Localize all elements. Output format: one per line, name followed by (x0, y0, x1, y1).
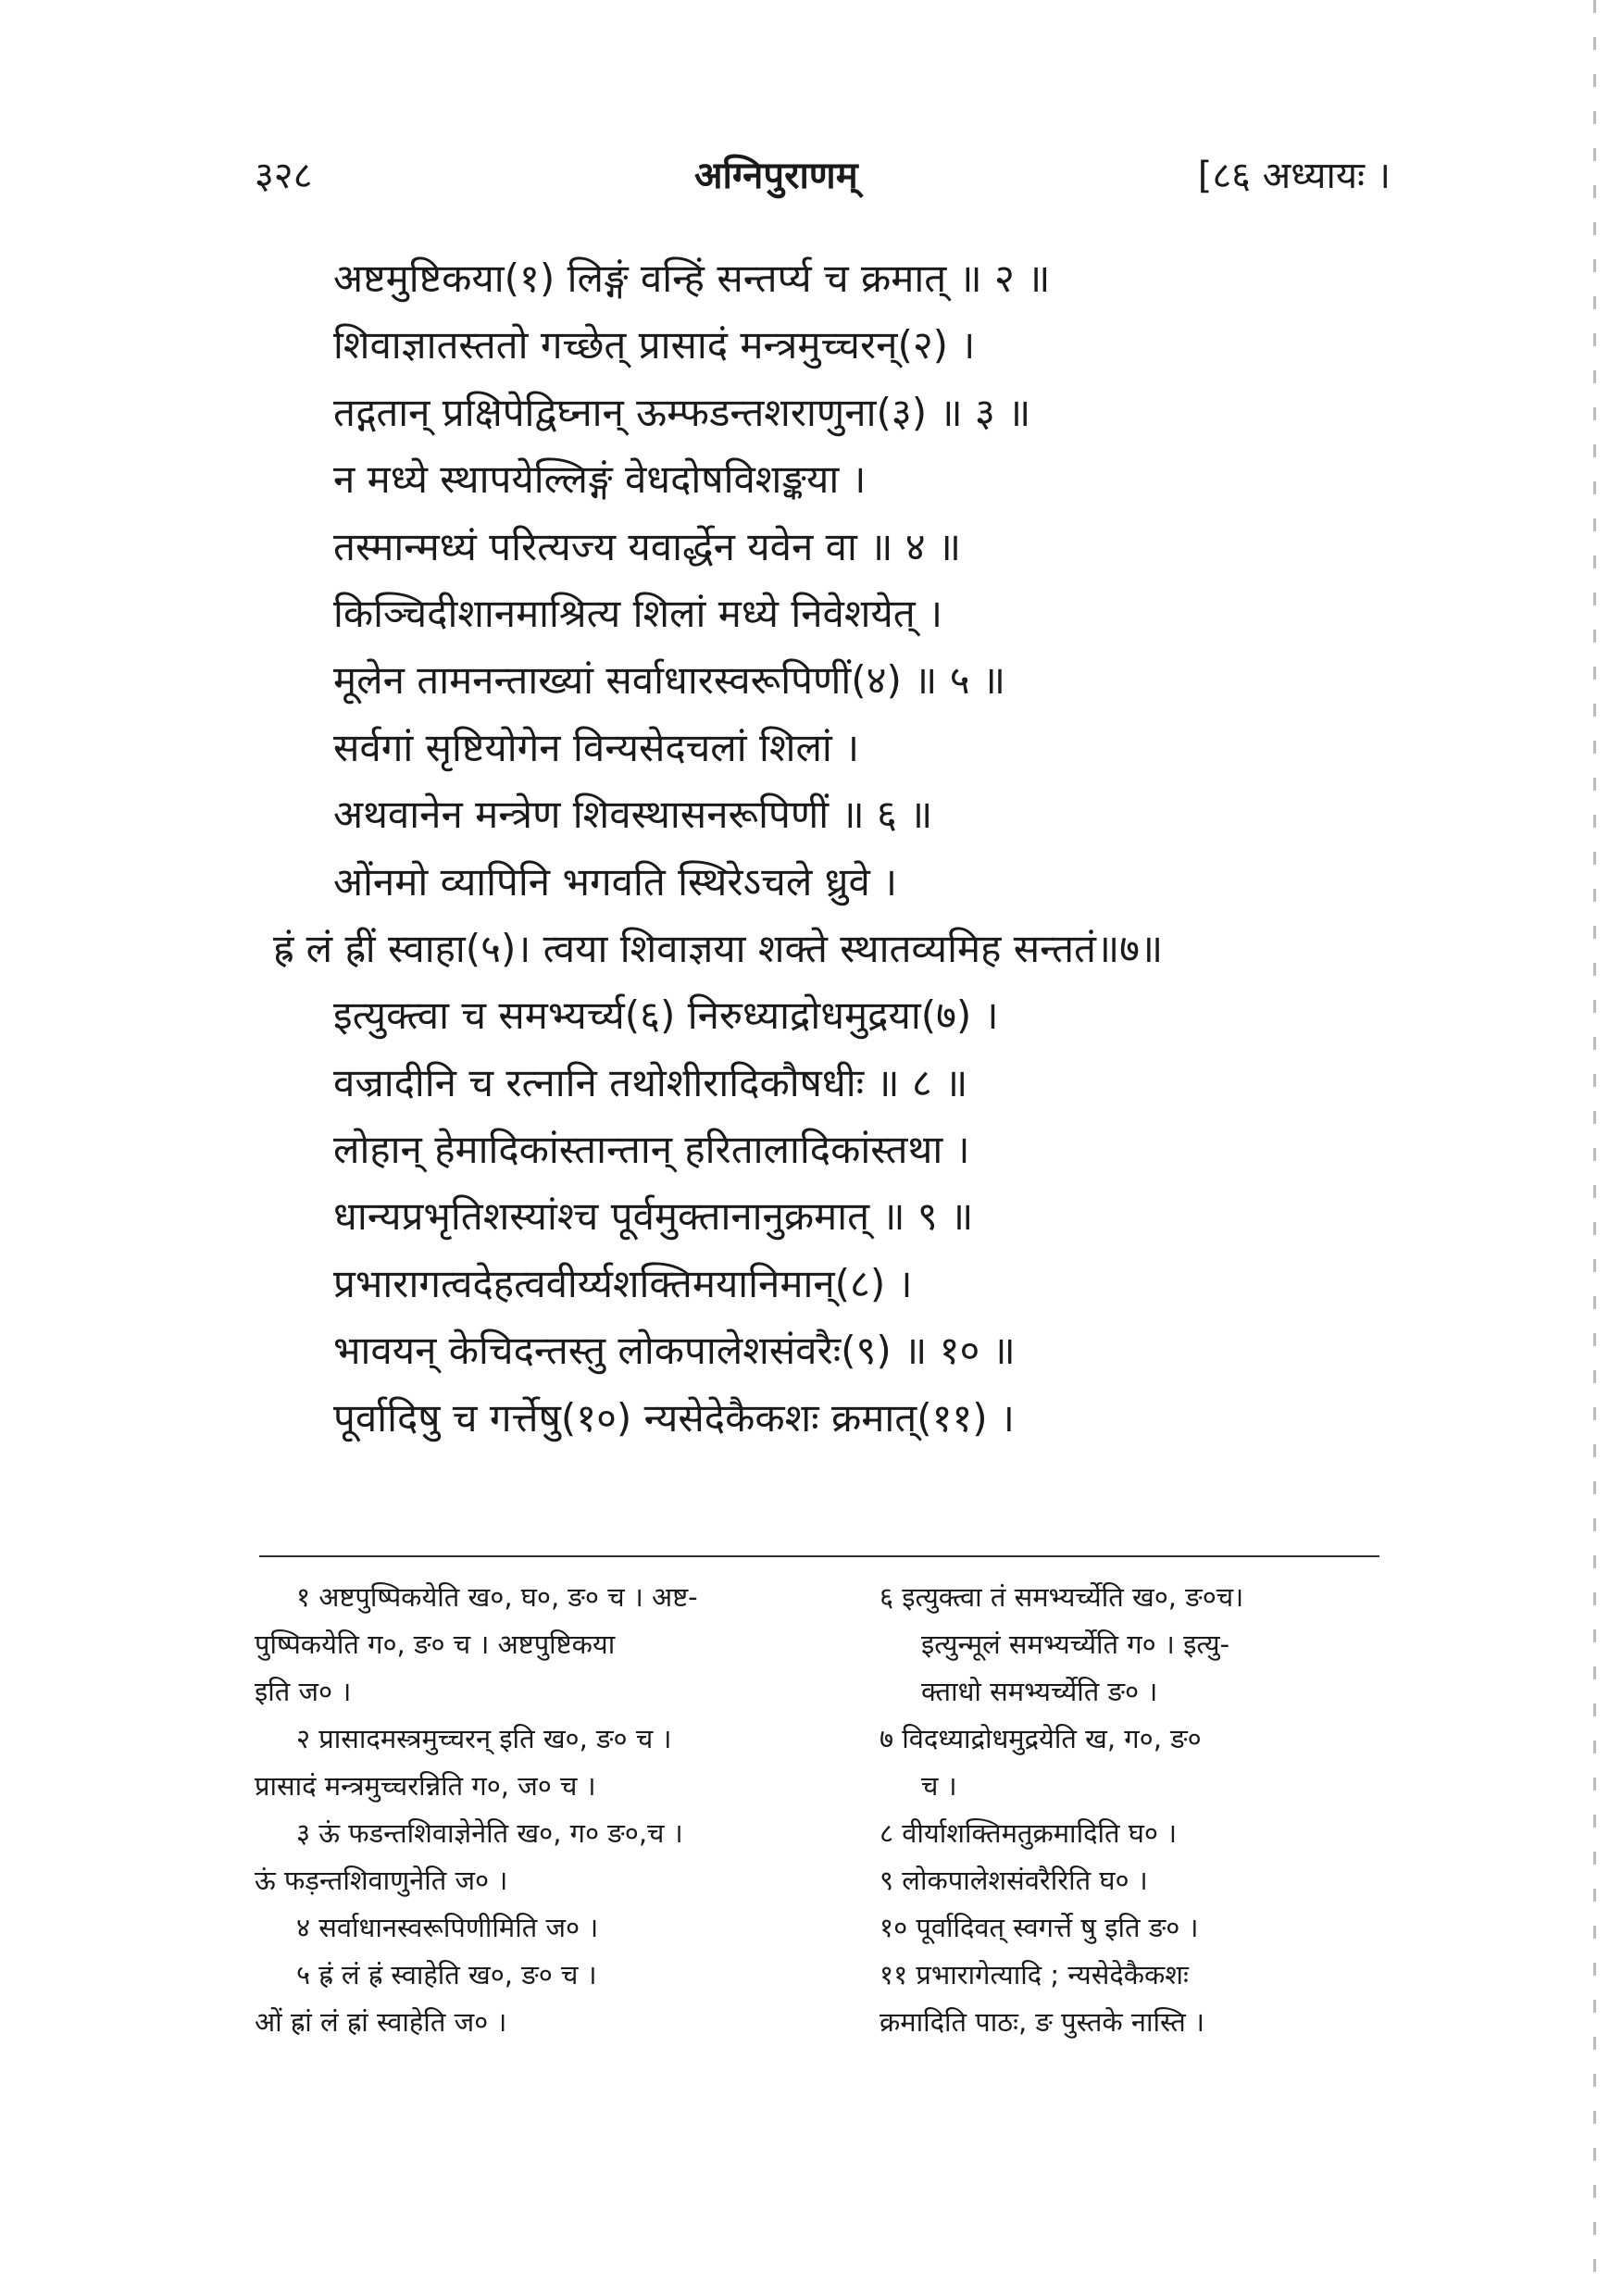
verse-line: ओंनमो व्यापिनि भगवति स्थिरेऽचले ध्रुवे । (333, 858, 898, 905)
footnote-line: १० पूर्वादिवत् स्वगर्त्ते षु इति ङ० । (880, 1912, 1199, 1943)
footnote-line: पुष्पिकयेति ग०, ङ० च । अष्टपुष्टिकया (255, 1628, 616, 1660)
footnote-line: ऊं फड़न्तशिवाणुनेति ज० । (255, 1865, 508, 1896)
verse-block (273, 245, 1398, 1452)
footnote-line: ४ सर्वाधानस्वरूपिणीमिति ज० । (296, 1912, 599, 1943)
verse-line: प्रभारागत्वदेहत्ववीर्य्यशक्तिमयानिमान्(८) । (333, 1260, 913, 1306)
footnote-line: ओं ह्रां लं ह्रां स्वाहेति ज० । (255, 2006, 507, 2038)
verse-line: शिवाज्ञातस्ततो गच्छेत् प्रासादं मन्त्रमुच्चरन्(२) । (333, 322, 976, 368)
verse-line: अष्टमुष्टिकया(१) लिङ्गं वन्हिं सन्तर्प्य च क्रमात् ॥ २ ॥ (333, 256, 1051, 301)
footnote-line: इति ज० । (255, 1676, 352, 1707)
book-title: अग्निपुराणम् (694, 155, 858, 197)
footnote-line: १ अष्टपुष्पिकयेति ख०, घ०, ङ० च । अष्ट- (296, 1581, 698, 1613)
verse-line: अथवानेन मन्त्रेण शिवस्थासनरूपिणीं ॥ ६ ॥ (333, 792, 933, 838)
verse-line: मूलेन तामनन्ताख्यां सर्वाधारस्वरूपिणीं(४) ॥ ५ ॥ (333, 657, 1006, 704)
page-number: ३२८ (255, 155, 313, 197)
footnote-line: ६ इत्युक्त्वा तं समभ्यर्च्येति ख०, ङ०च। (880, 1581, 1244, 1613)
verse-line: ह्रं लं ह्रीं स्वाहा(५)। त्वया शिवाज्ञया शक्ते स्थातव्यमिह सन्ततं॥७॥ (273, 925, 1164, 971)
footnote-line: प्रासादं मन्त्रमुच्चरन्निति ग०, ज० च । (255, 1770, 596, 1802)
verse-line: भावयन् केचिदन्तस्तु लोकपालेशसंवरैः(९) ॥ १० ॥ (333, 1328, 1016, 1374)
verse-line: किञ्चिदीशानमाश्रित्य शिलां मध्ये निवेशयेत् । (333, 590, 942, 636)
page-edge-mark (1593, 0, 1596, 2296)
footnote-line: ३ ऊं फडन्तशिवाज्ञेनेति ख०, ग० ङ०,च । (296, 1817, 683, 1849)
chapter-label: [८६ अध्यायः । (1197, 155, 1391, 197)
footnote-line: च । (921, 1770, 957, 1802)
verse-line: तद्गतान् प्रक्षिपेद्विघ्नान् ऊम्फडन्तशराणुना(३) ॥ ३ ॥ (333, 389, 1031, 435)
footnote-line: क्ताधो समभ्यर्च्येति ङ० । (921, 1676, 1158, 1707)
verse-line: लोहान् हेमादिकांस्तान्तान् हरितालादिकांस्तथा । (333, 1127, 970, 1173)
verse-line: सर्वगां सृष्टियोगेन विन्यसेदचलां शिलां । (333, 724, 860, 770)
verse-line: धान्यप्रभृतिशस्यांश्च पूर्वमुक्तानानुक्रमात् ॥ ९ ॥ (333, 1193, 974, 1240)
verse-line: इत्युक्त्वा च समभ्यर्च्य(६) निरुध्याद्रोधमुद्रया(७) । (333, 992, 999, 1039)
verse-line: तस्मान्मध्यं परित्यज्य यवार्द्धेन यवेन वा ॥ ४ ॥ (333, 523, 962, 569)
verse-line: न मध्ये स्थापयेल्लिङ्गं वेधदोषविशङ्कया । (333, 456, 867, 503)
footnote-line: ११ प्रभारागेत्यादि ; न्यसेदेकैकशः (880, 1959, 1189, 1990)
footnote-line: ८ वीर्याशक्तिमतुक्रमादिति घ० । (880, 1817, 1178, 1849)
running-header (0, 148, 1622, 204)
footnote-line: २ प्रासादमस्त्रमुच्चरन् इति ख०, ङ० च । (296, 1723, 672, 1754)
verse-line: पूर्वादिषु च गर्त्तेषु(१०) न्यसेदेकैकशः क्रमात्(११) । (333, 1394, 1015, 1441)
footnote-line: इत्युन्मूलं समभ्यर्च्येति ग० । इत्यु- (921, 1628, 1230, 1660)
footnote-divider (259, 1555, 1379, 1557)
footnotes-left-column (255, 1574, 801, 2046)
footnote-line: क्रमादिति पाठः, ङ पुस्तके नास्ति । (880, 2006, 1205, 2038)
verse-line: वज्रादीनि च रत्नानि तथोशीरादिकौषधीः ॥ ८ ॥ (333, 1059, 968, 1105)
footnote-line: ५ ह्रं लं ह्रं स्वाहेति ख०, ङ० च । (296, 1959, 597, 1990)
footnote-line: ९ लोकपालेशसंवरैरिति घ० । (880, 1865, 1148, 1896)
footnotes-right-column (880, 1574, 1426, 2046)
footnote-line: ७ विदध्याद्रोधमुद्रयेति ख, ग०, ङ० (880, 1723, 1202, 1754)
